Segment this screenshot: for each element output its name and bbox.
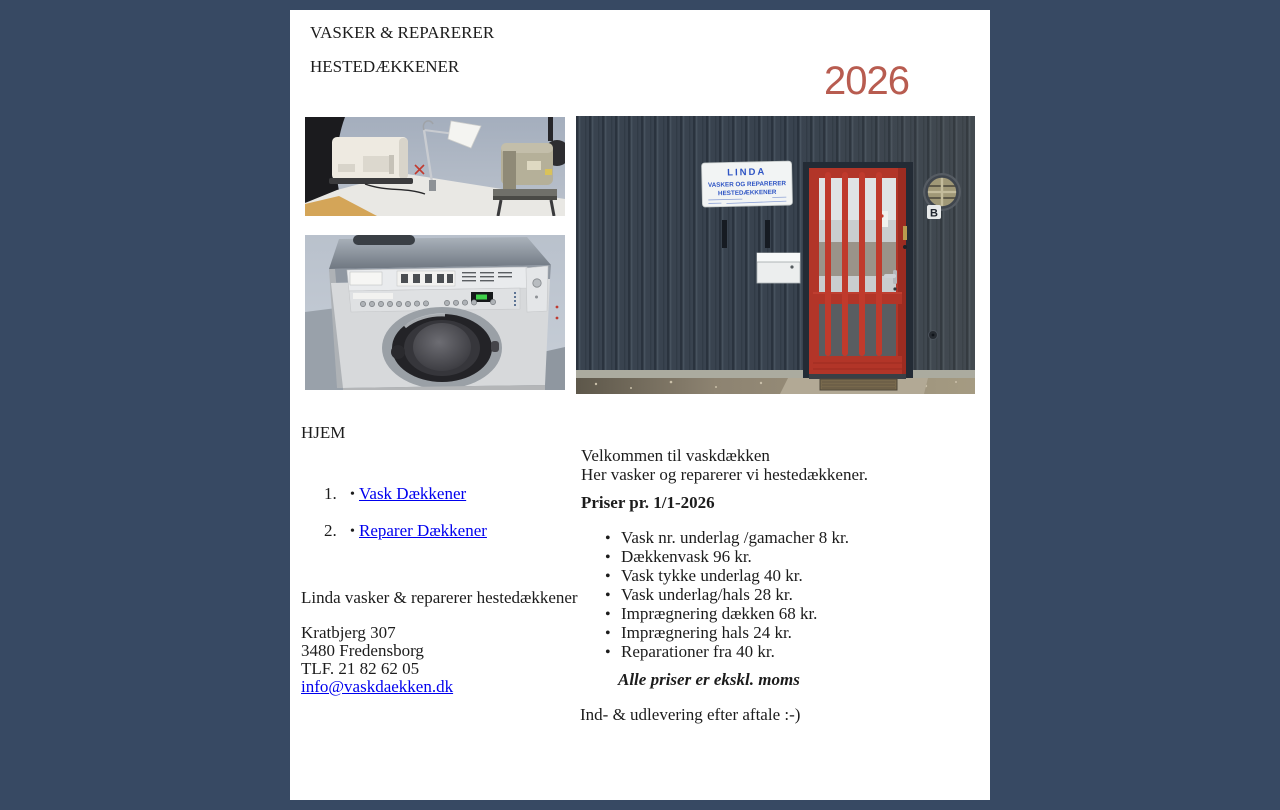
bullet-marker: • bbox=[346, 524, 359, 540]
price-item bbox=[605, 548, 849, 567]
contact-block bbox=[301, 624, 453, 696]
vat-note: Alle priser er ekskl. moms bbox=[618, 670, 800, 690]
mailbox bbox=[757, 253, 800, 283]
nav-item-vask-daekkener bbox=[324, 484, 466, 504]
price-item-text: Vask underlag/hals 28 kr. bbox=[621, 585, 793, 604]
price-item-text: Vask nr. underlag /gamacher 8 kr. bbox=[621, 528, 849, 547]
door-letter: B bbox=[930, 208, 938, 220]
nav-link-reparer-daekkener[interactable]: Reparer Dækkener bbox=[359, 521, 487, 540]
bullet-marker: • bbox=[605, 606, 621, 624]
site-title-line2: HESTEDÆKKENER bbox=[310, 57, 459, 77]
price-item bbox=[605, 605, 849, 624]
contact-name-line: Linda vasker & reparerer hestedækkener bbox=[301, 588, 578, 608]
contact-address-street: Kratbjerg 307 bbox=[301, 624, 453, 642]
red-speck bbox=[556, 317, 559, 320]
bullet-marker: • bbox=[605, 549, 621, 567]
nav-item-reparer-daekkener bbox=[324, 521, 487, 541]
price-item bbox=[605, 529, 849, 548]
bullet-marker: • bbox=[605, 625, 621, 643]
bullet-marker: • bbox=[605, 530, 621, 548]
washing-machine-photo bbox=[305, 235, 565, 390]
email-link[interactable]: info@vaskdaekken.dk bbox=[301, 677, 453, 696]
welcome-line1: Velkommen til vaskdækken bbox=[581, 446, 868, 465]
price-item-text: Vask tykke underlag 40 kr. bbox=[621, 566, 803, 585]
welcome-line2: Her vasker og reparerer vi hestedækkener. bbox=[581, 465, 868, 484]
red-door bbox=[803, 162, 913, 379]
nav-item-number: 2. bbox=[324, 521, 346, 541]
contact-phone: TLF. 21 82 62 05 bbox=[301, 660, 453, 678]
nav-link-vask-daekkener[interactable]: Vask Dækkener bbox=[359, 484, 466, 503]
bullet-marker: • bbox=[605, 644, 621, 662]
domestic-sewing-machine bbox=[329, 137, 413, 184]
wall-bolt bbox=[929, 331, 938, 340]
sewing-machines-photo bbox=[305, 117, 565, 216]
door-letter-plaque bbox=[927, 205, 941, 220]
entrance-sign bbox=[702, 161, 793, 207]
content-area bbox=[290, 10, 990, 800]
sign-line2: VASKER OG REPARERER bbox=[708, 180, 787, 189]
site-title-line1: VASKER & REPARERER bbox=[310, 23, 494, 43]
sign-bracket bbox=[722, 220, 727, 248]
price-item-text: Imprægnering dækken 68 kr. bbox=[621, 604, 817, 623]
entrance-door-photo bbox=[576, 116, 975, 394]
brass-lock bbox=[903, 226, 907, 240]
price-item bbox=[605, 567, 849, 586]
sign-bracket bbox=[765, 220, 770, 248]
bullet-marker: • bbox=[605, 568, 621, 586]
nav-home-label: HJEM bbox=[301, 423, 345, 443]
price-item-text: Dækkenvask 96 kr. bbox=[621, 547, 752, 566]
price-list bbox=[605, 529, 849, 662]
bullet-marker: • bbox=[346, 487, 359, 503]
price-item-text: Reparationer fra 40 kr. bbox=[621, 642, 775, 661]
price-item bbox=[605, 643, 849, 662]
welcome-text bbox=[581, 446, 868, 484]
sign-line3: HESTEDÆKKENER bbox=[718, 189, 777, 197]
prices-heading: Priser pr. 1/1-2026 bbox=[581, 493, 715, 513]
red-speck bbox=[556, 306, 559, 309]
price-item bbox=[605, 586, 849, 605]
contact-address-city: 3480 Fredensborg bbox=[301, 642, 453, 660]
wall-plinth bbox=[576, 370, 975, 378]
year-label: 2026 bbox=[824, 60, 909, 102]
wall-lighting bbox=[576, 116, 975, 378]
sign-line1: LINDA bbox=[727, 167, 766, 179]
nav-item-number: 1. bbox=[324, 484, 346, 504]
washing-machine bbox=[329, 235, 551, 390]
bullet-marker: • bbox=[605, 587, 621, 605]
price-item-text: Imprægnering hals 24 kr. bbox=[621, 623, 792, 642]
price-item bbox=[605, 624, 849, 643]
delivery-note: Ind- & udlevering efter aftale :-) bbox=[580, 705, 800, 725]
